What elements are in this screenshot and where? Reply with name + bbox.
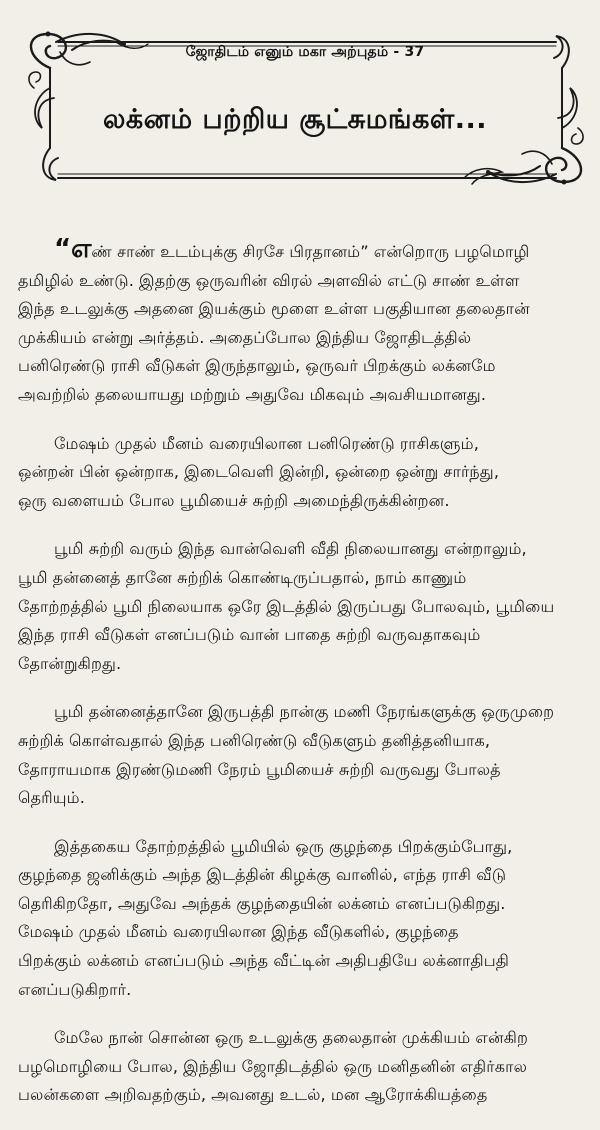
running-header: ஜோதிடம் எனும் மகா அற்புதம் - 37 xyxy=(185,44,425,60)
text-line: பலன்களை அறிவதற்கும், அவனது உடல், மன ஆரோக்கியத்தை xyxy=(18,1085,488,1105)
text-span: ண் சாண் உடம்புக்கு சிரசே பிரதானம்” என்றொரு பழமொழி xyxy=(91,242,530,261)
text-line: முக்கியம் என்று அர்த்தம். அதைப்போல இந்திய ஜோதிடத்தில் xyxy=(18,327,472,347)
text-line: மேலே நான் சொன்ன ஒரு உடலுக்கு தலைதான் முக்கியம் என்கிற xyxy=(54,1028,528,1048)
text-line xyxy=(18,236,584,267)
text-line: பிறக்கும் லக்னம் எனப்படும் அந்த வீட்டின் அதிபதியே லக்னாதிபதி xyxy=(18,951,510,971)
text-line: இந்த உடலுக்கு அதனை இயக்கும் மூளை உள்ள பகுதியான தலைதான் xyxy=(18,299,530,319)
text-line: எனப்படுகிறார். xyxy=(18,979,132,999)
text-line: ஒரு வளையம் போல பூமியைச் சுற்றி அமைந்திருக்கின்றன. xyxy=(18,490,450,510)
lead-letter: “எ xyxy=(54,234,92,264)
text-line: பழமொழியை போல, இந்திய ஜோதிடத்தில் ஒரு மனிதனின் எதிர்கால xyxy=(18,1056,528,1076)
text-line: இத்தகைய தோற்றத்தில் பூமியில் ஒரு குழந்தை பிறக்கும்போது, xyxy=(54,836,513,856)
text-line: பூமி தன்னைத் தானே சுற்றிக் கொண்டிருப்பதால், நாம் காணும் xyxy=(18,567,467,587)
paragraph-3 xyxy=(18,535,584,678)
paragraph-2 xyxy=(18,430,584,516)
article-body xyxy=(18,236,584,1130)
paragraph-1 xyxy=(18,236,584,410)
article-title: லக்னம் பற்றிய சூட்சுமங்கள்... xyxy=(103,104,487,135)
text-line: குழந்தை ஜனிக்கும் அந்த இடத்தின் கிழக்கு வானில், எந்த ராசி வீடு xyxy=(18,865,507,885)
text-line: தோராயமாக இரண்டுமணி நேரம் பூமியைச் சுற்றி வருவது போலத் xyxy=(18,759,501,779)
text-line: மேஷம் முதல் மீனம் வரையிலான பனிரெண்டு ராசிகளும், xyxy=(54,433,479,453)
text-line: தெரிகிறதோ, அதுவே அந்தக் குழந்தையின் லக்னம் எனப்படுகிறது. xyxy=(18,893,506,913)
paragraph-4 xyxy=(18,698,584,812)
text-line: மேஷம் முதல் மீனம் வரையிலான இந்த வீடுகளில், குழந்தை xyxy=(18,922,459,942)
paragraph-6 xyxy=(18,1024,584,1110)
text-line: இந்த ராசி வீடுகள் எனப்படும் வான் பாதை சுற்றி வருவதாகவும் xyxy=(18,625,481,645)
text-line: தோற்றத்தில் பூமி நிலையாக ஒரே இடத்தில் இருப்பது போலவும், பூமியை xyxy=(18,596,555,616)
text-line: ஒன்றன் பின் ஒன்றாக, இடைவெளி இன்றி, ஒன்றை ஒன்று சார்ந்து, xyxy=(18,462,499,482)
text-line: சுற்றிக் கொள்வதால் இந்த பனிரெண்டு வீடுகளும் தனித்தனியாக, xyxy=(18,730,491,750)
text-line: பூமி சுற்றி வரும் இந்த வான்வெளி வீதி நிலையானது என்றாலும், xyxy=(54,539,527,559)
text-line: தமிழில் உண்டு. இதற்கு ஒருவரின் விரல் அளவில் எட்டு சாண் உள்ள xyxy=(18,270,520,290)
text-line: தெரியும். xyxy=(18,788,85,808)
text-line: தோன்றுகிறது. xyxy=(18,653,122,673)
paragraph-5 xyxy=(18,833,584,1005)
text-line: பனிரெண்டு ராசி வீடுகள் இருந்தாலும், ஒருவர் பிறக்கும் லக்னமே xyxy=(18,356,496,376)
text-line: பூமி தன்னைத்தானே இருபத்தி நான்கு மணி நேரங்களுக்கு ஒருமுறை xyxy=(54,702,555,722)
text-line: அவற்றில் தலையாயது மற்றும் அதுவே மிகவும் அவசியமானது. xyxy=(18,384,486,404)
